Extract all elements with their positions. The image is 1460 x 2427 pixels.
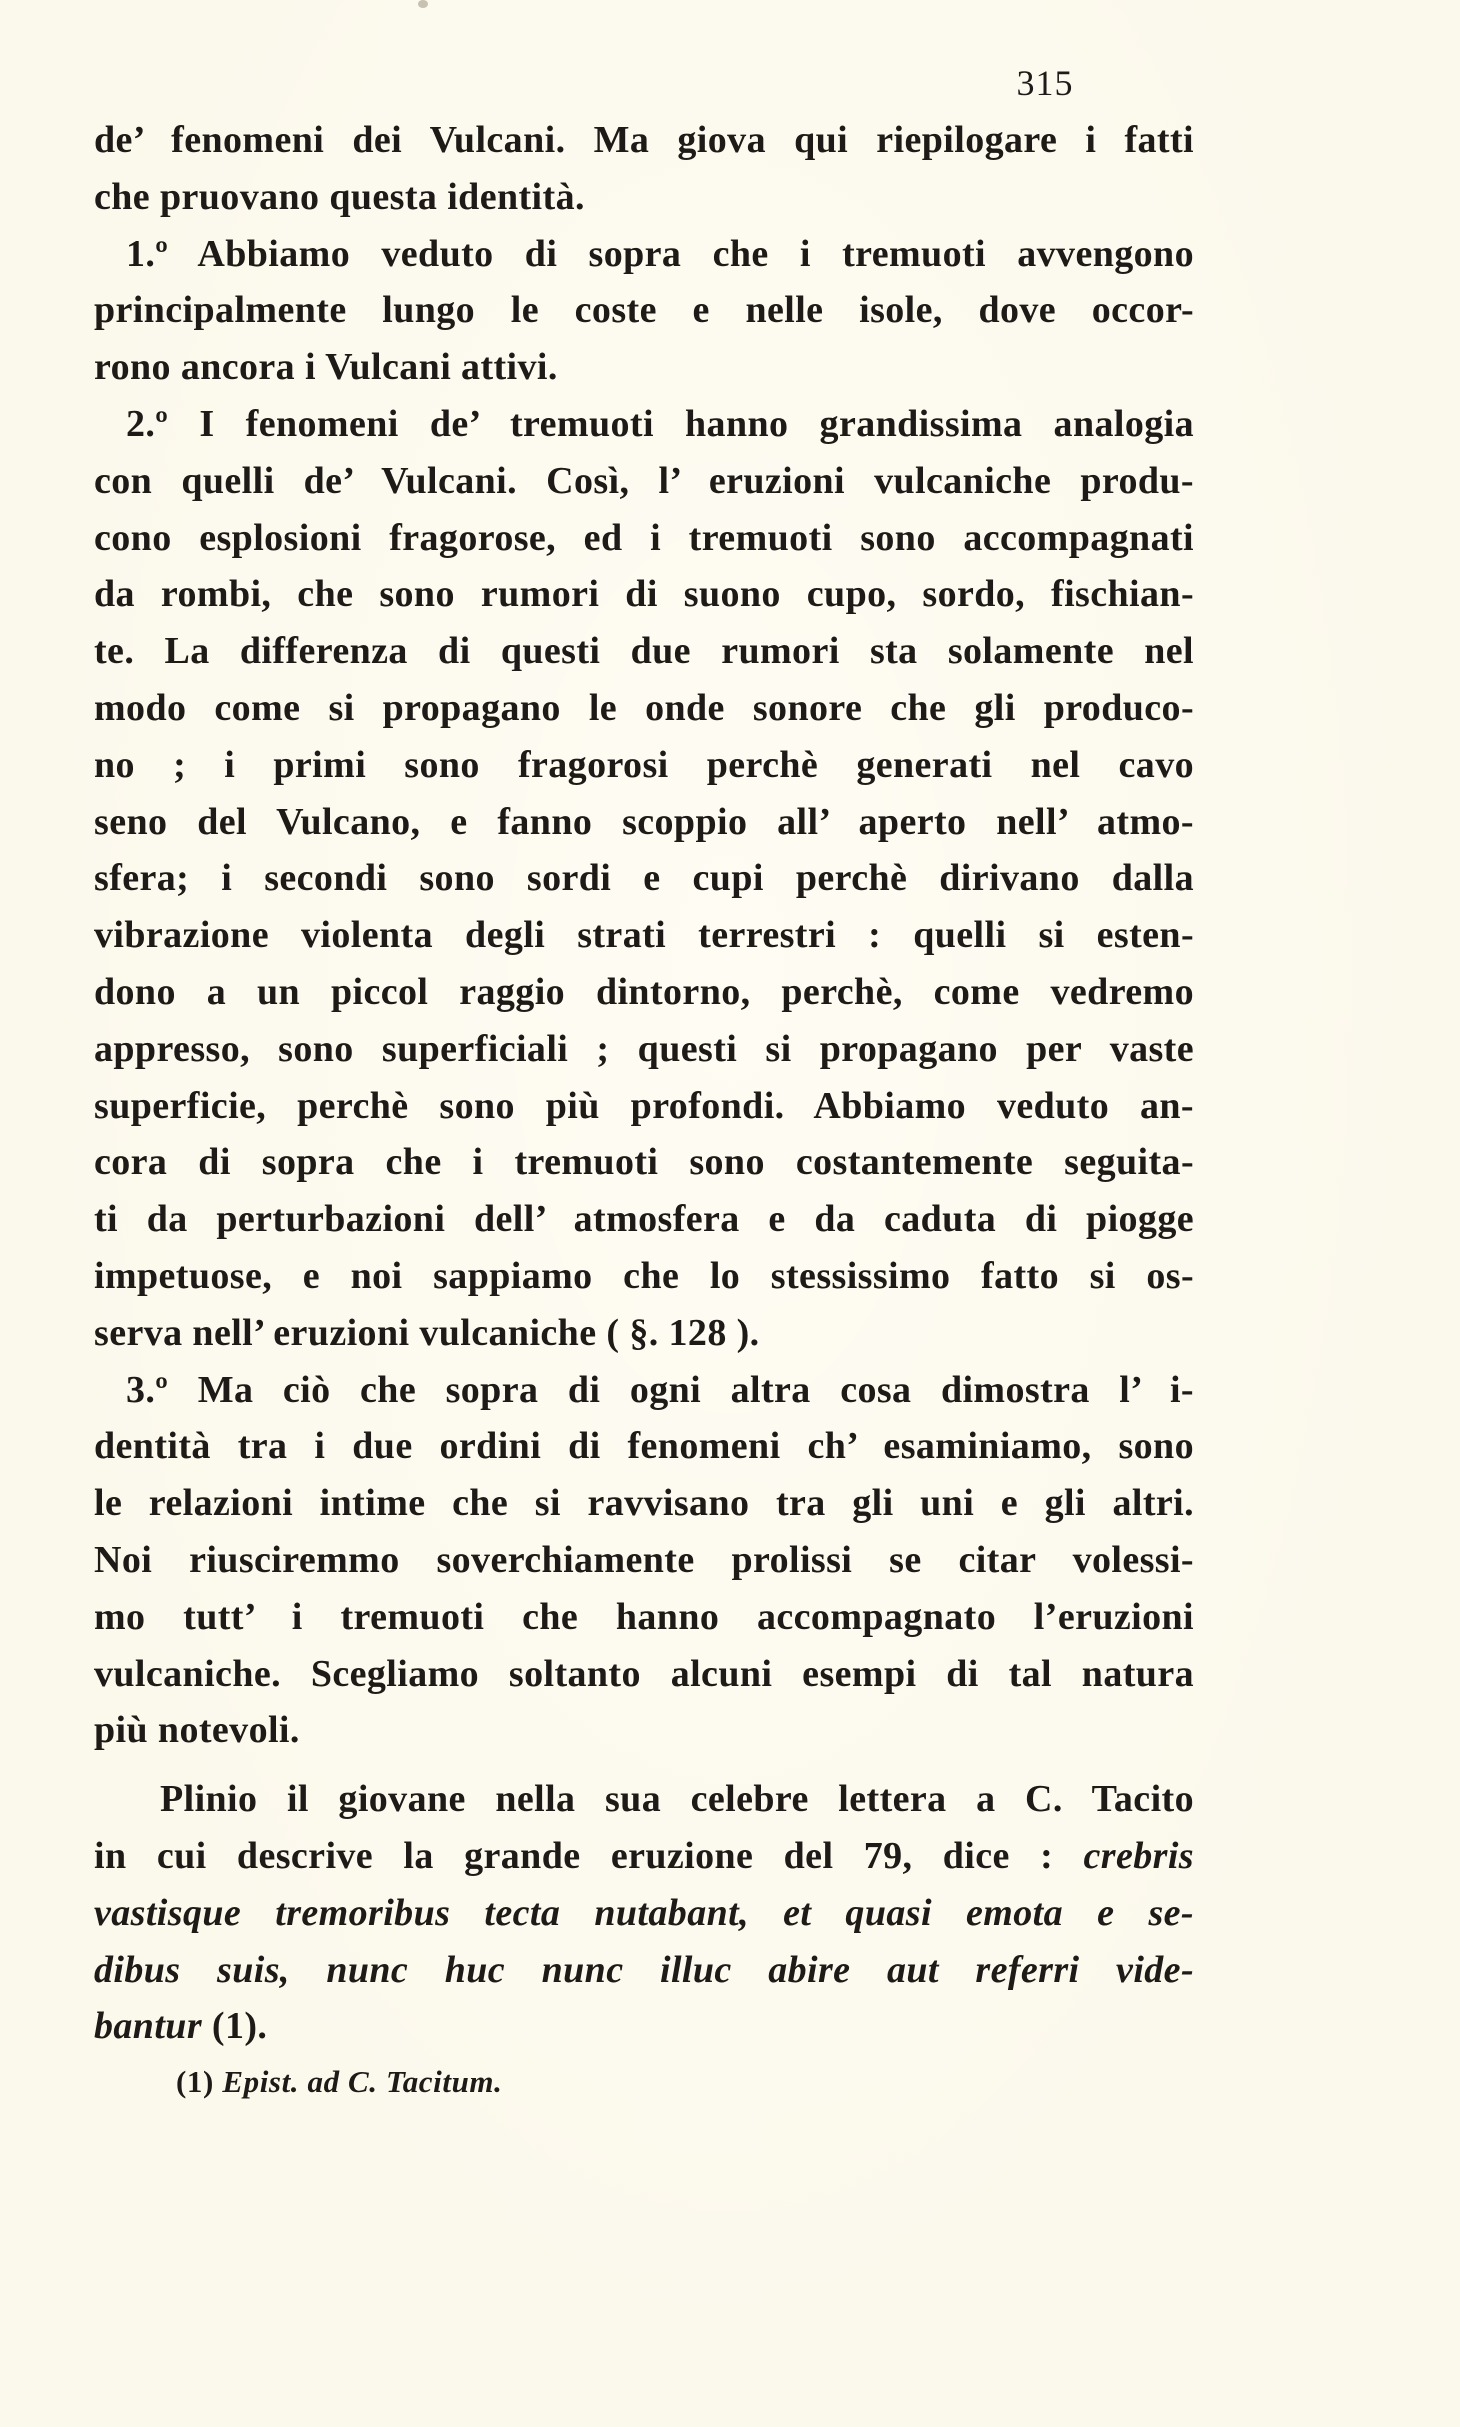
text-line: superficie, perchè sono più profondi. Abbiamo veduto an- xyxy=(94,1084,1194,1127)
text-line: più notevoli. xyxy=(94,1709,300,1752)
text-line: Plinio il giovane nella sua celebre lettera a C. Tacito xyxy=(160,1778,1194,1821)
text-line: no ; i primi sono fragorosi perchè generati nel cavo xyxy=(94,743,1194,786)
text-line: rono ancora i Vulcani attivi. xyxy=(94,346,558,389)
text-line: seno del Vulcano, e fanno scoppio all’ aperto nell’ atmo- xyxy=(94,800,1194,843)
text-line: con quelli de’ Vulcani. Così, l’ eruzioni vulcaniche produ- xyxy=(94,459,1194,502)
text-line-with-italic xyxy=(94,1998,1194,2055)
footnote-marker: (1) xyxy=(176,2064,214,2099)
text-line: principalmente lungo le coste e nelle isole, dove occor- xyxy=(94,289,1194,332)
paper-speck xyxy=(418,0,428,8)
paragraph-gap xyxy=(94,1759,1194,1771)
text-line: cono esplosioni fragorose, ed i tremuoti sono accompagnati xyxy=(94,516,1194,559)
text-line: vulcaniche. Scegliamo soltanto alcuni esempi di tal natura xyxy=(94,1652,1194,1695)
footnote-text: Epist. ad C. Tacitum. xyxy=(222,2064,503,2099)
text-line-with-italic xyxy=(94,1828,1194,1885)
text-line: dibus suis, nunc huc nunc illuc abire aut referri vide- xyxy=(94,1948,1194,1991)
text-line: dentità tra i due ordini di fenomeni ch’ esaminiamo, sono xyxy=(94,1425,1194,1468)
footnote xyxy=(176,2064,502,2100)
text-line: vastisque tremoribus tecta nutabant, et quasi emota e se- xyxy=(94,1891,1194,1934)
text-line: serva nell’ eruzioni vulcaniche ( §. 128 ). xyxy=(94,1311,760,1354)
text-line: da rombi, che sono rumori di suono cupo, sordo, fischian- xyxy=(94,573,1194,616)
text-line: de’ fenomeni dei Vulcani. Ma giova qui riepilogare i fatti xyxy=(94,119,1194,161)
body-text xyxy=(94,112,1194,2055)
text-line: 3.º Ma ciò che sopra di ogni altra cosa dimostra l’ i- xyxy=(126,1368,1194,1411)
text-line: modo come si propagano le onde sonore che gli produco- xyxy=(94,686,1194,729)
text-line: 2.º I fenomeni de’ tremuoti hanno grandissima analogia xyxy=(126,402,1194,445)
text-line-segment: (1). xyxy=(211,2005,268,2048)
text-line: 1.º Abbiamo veduto di sopra che i tremuoti avvengono xyxy=(126,232,1194,275)
text-line: dono a un piccol raggio dintorno, perchè, come vedremo xyxy=(94,970,1194,1013)
text-line: cora di sopra che i tremuoti sono costantemente seguita- xyxy=(94,1141,1194,1184)
text-line: impetuose, e noi sappiamo che lo stessissimo fatto si os- xyxy=(94,1254,1194,1297)
text-line: le relazioni intime che si ravvisano tra gli uni e gli altri. xyxy=(94,1482,1194,1525)
text-line: te. La differenza di questi due rumori sta solamente nel xyxy=(94,630,1194,673)
text-line: ti da perturbazioni dell’ atmosfera e da caduta di piogge xyxy=(94,1198,1194,1241)
page-number: 315 xyxy=(1016,63,1074,103)
text-line: sfera; i secondi sono sordi e cupi perchè dirivano dalla xyxy=(94,857,1194,900)
text-line-segment: in cui descrive la grande eruzione del 79, dice : xyxy=(94,1834,1054,1877)
italic-word: crebris xyxy=(1083,1834,1194,1877)
text-line: appresso, sono superficiali ; questi si propagano per vaste xyxy=(94,1027,1194,1070)
text-line: Noi riusciremmo soverchiamente prolissi se citar volessi- xyxy=(94,1538,1194,1581)
italic-word: bantur xyxy=(94,2005,203,2048)
text-line: che pruovano questa identità. xyxy=(94,175,585,218)
text-line: vibrazione violenta degli strati terrestri : quelli si esten- xyxy=(94,914,1194,957)
text-line: mo tutt’ i tremuoti che hanno accompagnato l’eruzioni xyxy=(94,1595,1194,1638)
